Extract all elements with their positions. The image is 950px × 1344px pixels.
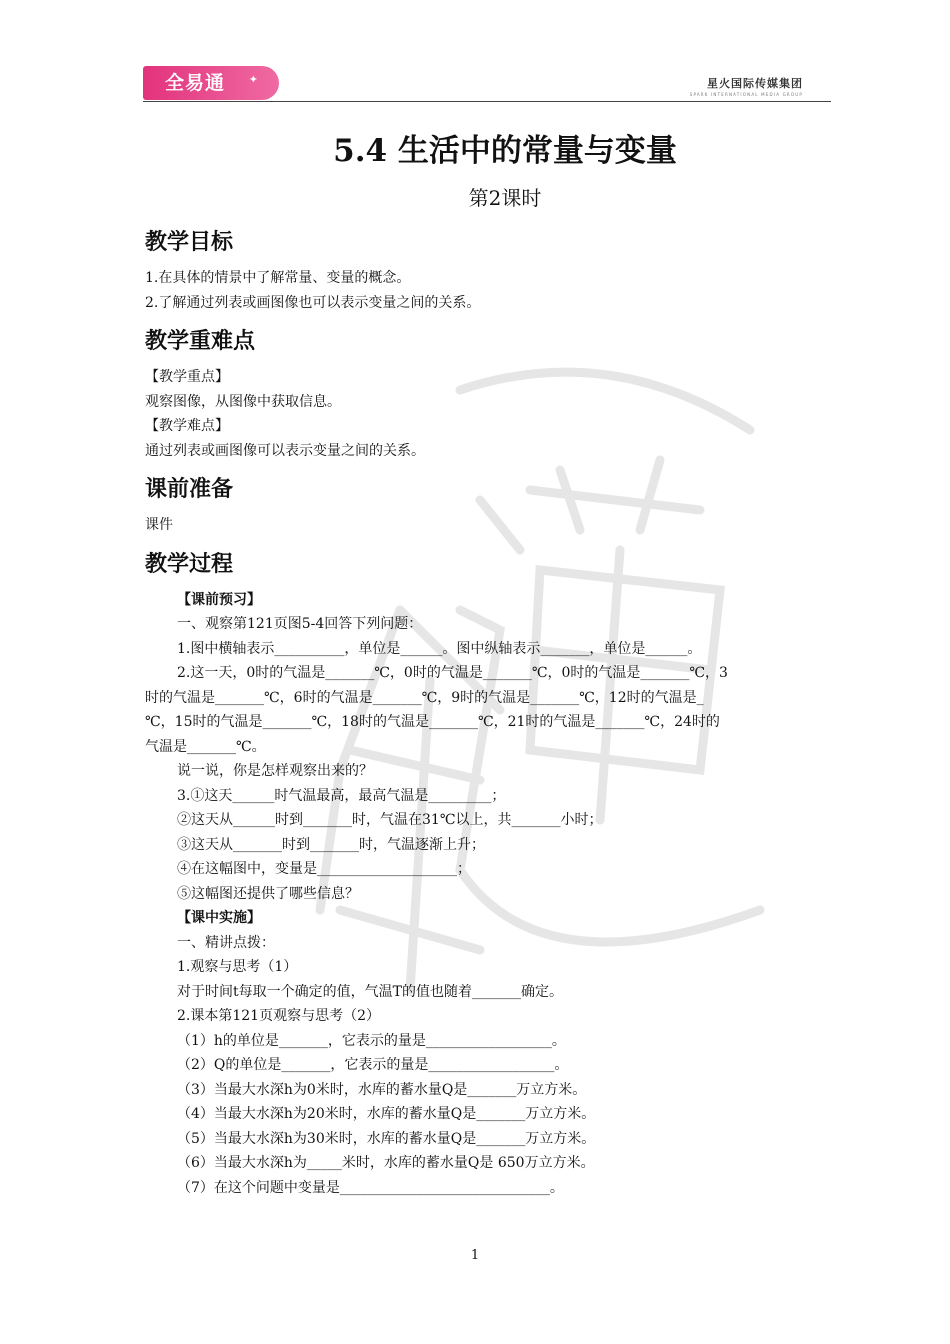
- page-title: 5.4 生活中的常量与变量: [333, 133, 677, 169]
- document-body: [145, 130, 815, 1200]
- process-line: 1.观察与思考（1）: [177, 959, 298, 975]
- prep-text: 课件: [145, 517, 173, 533]
- class-label: 【课中实施】: [177, 910, 261, 926]
- process-line: （1）h的单位是_______，它表示的量是__________________。: [177, 1032, 566, 1049]
- process-line: 一、观察第121页图5-4回答下列问题：: [177, 616, 423, 632]
- publisher-brand: [690, 75, 803, 97]
- process-line: （2）Q的单位是_______，它表示的量是__________________。: [177, 1057, 569, 1073]
- section-heading-prep: 课前准备: [145, 477, 234, 502]
- process-line: （4）当最大水深h为20米时，水库的蓄水量Q是_______万立方米。: [177, 1106, 596, 1122]
- process-line: 2.这一天，0时的气温是_______℃，0时的气温是_______℃，0时的气温是_______℃，3: [177, 665, 728, 681]
- focus-text: 观察图像，从图像中获取信息。: [145, 393, 341, 410]
- publisher-name: 星火国际传媒集团: [707, 77, 803, 90]
- publisher-name-en: SPARK INTERNATIONAL MEDIA GROUP: [689, 92, 803, 97]
- difficulty-text: 通过列表或画图像可以表示变量之间的关系。: [145, 442, 425, 459]
- process-line: ℃，15时的气温是_______℃，18时的气温是_______℃，21时的气温是_______℃，24时的: [145, 714, 720, 730]
- process-line: 2.课本第121页观察与思考（2）: [177, 1008, 380, 1024]
- process-line: （5）当最大水深h为30米时，水库的蓄水量Q是_______万立方米。: [177, 1130, 596, 1147]
- process-line: ④在这幅图中，变量是____________________；: [177, 861, 471, 877]
- process-line: 说一说，你是怎样观察出来的？: [177, 763, 373, 779]
- page-subtitle: 第2课时: [468, 186, 542, 210]
- focus-label: 【教学重点】: [145, 369, 229, 385]
- page-header: [143, 66, 831, 102]
- logo-text: 全易通: [165, 72, 226, 94]
- process-line: （7）在这个问题中变量是______________________________。: [177, 1179, 564, 1196]
- page-number: 1: [470, 1248, 480, 1263]
- process-line: （3）当最大水深h为0米时，水库的蓄水量Q是_______万立方米。: [177, 1081, 587, 1098]
- difficulty-label: 【教学难点】: [145, 418, 229, 434]
- brand-logo: [143, 66, 279, 100]
- process-line: 时的气温是_______℃，6时的气温是_______℃，9时的气温是_______℃，12时的气温是_: [145, 689, 704, 706]
- header-divider: [143, 101, 831, 102]
- section-heading-keypoints: 教学重难点: [145, 329, 256, 354]
- process-line: ②这天从______时到_______时，气温在31℃以上，共_______小时；: [177, 812, 603, 828]
- process-line: 对于时间t每取一个确定的值，气温T的值也随着_______确定。: [177, 983, 563, 1000]
- section-heading-goals: 教学目标: [145, 230, 234, 255]
- process-line: ③这天从_______时到_______时，气温逐渐上升；: [177, 836, 485, 853]
- goal-item: 1.在具体的情景中了解常量、变量的概念。: [145, 270, 411, 286]
- process-line: 气温是_______℃。: [145, 738, 266, 755]
- section-heading-process: 教学过程: [145, 551, 234, 577]
- preview-label: 【课前预习】: [177, 591, 261, 608]
- process-line: ⑤这幅图还提供了哪些信息？: [177, 885, 359, 902]
- goal-item: 2.了解通过列表或画图像也可以表示变量之间的关系。: [145, 294, 481, 311]
- process-line: 一、精讲点拨：: [177, 934, 275, 951]
- sparkle-icon: ✦: [248, 73, 259, 86]
- process-line: 1.图中横轴表示__________，单位是______。图中纵轴表示_______，单位是______。: [177, 640, 702, 657]
- process-line: （6）当最大水深h为_____米时，水库的蓄水量Q是 650万立方米。: [177, 1155, 595, 1171]
- process-line: 3.①这天______时气温最高，最高气温是_________；: [177, 787, 506, 804]
